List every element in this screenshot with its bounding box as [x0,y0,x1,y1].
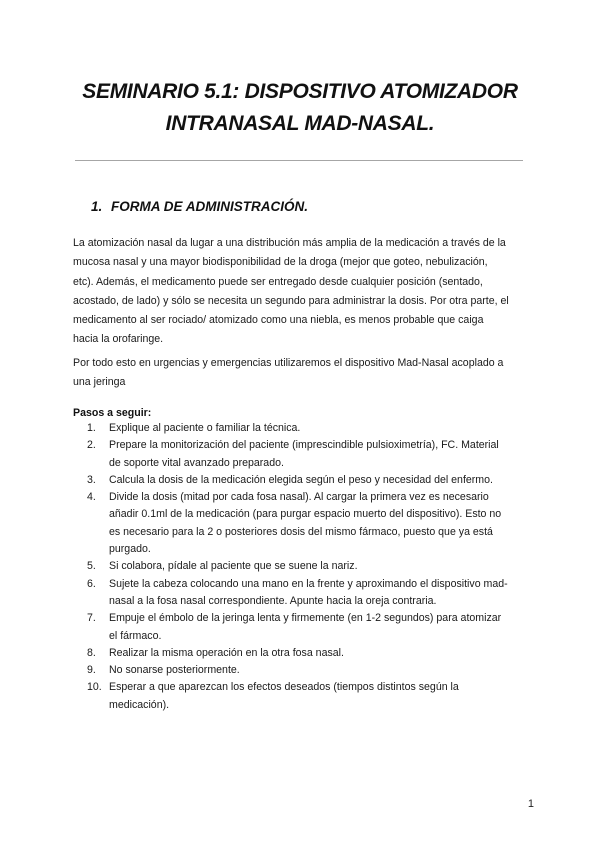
paragraph-line: La atomización nasal da lugar a una distribución más amplia de la medicación a través de la [73,237,506,249]
step-number: 1. [87,422,96,434]
step-text-line: Empuje el émbolo de la jeringa lenta y firmemente (en 1-2 segundos) para atomizar [109,612,502,625]
step-text-line: purgado. [109,543,151,556]
horizontal-divider [75,160,523,161]
step-item [73,679,533,714]
step-text-line: es necesario para la 2 o posteriores dosis del mismo fármaco, puesto que ya está [109,525,493,538]
step-item [73,489,533,558]
step-number: 7. [87,612,96,625]
steps-list [73,420,533,714]
steps-heading: Pasos a seguir: [73,407,152,419]
step-text-line: Sujete la cabeza colocando una mano en la frente y aproximando el dispositivo mad- [109,577,508,590]
step-text-line: de soporte vital avanzado preparado. [109,456,284,469]
step-number: 6. [87,577,96,590]
step-text-line: el fármaco. [109,629,162,642]
paragraph-line: etc). Además, el medicamento puede ser entregado desde cualquier posición (sentado, [73,275,483,288]
step-item [73,610,533,645]
paragraph-line: medicamento al ser rociado/ atomizado como una niebla, es menos probable que caiga [73,314,484,327]
step-text-line: nasal a la fosa nasal correspondiente. Apunte hacia la oreja contraria. [109,594,437,607]
page-number: 1 [527,798,534,810]
paragraph-intro [73,234,528,350]
step-text-line: No sonarse posteriormente. [109,664,240,677]
step-number: 2. [87,439,96,452]
step-text-line: Explique al paciente o familiar la técnica. [109,422,301,434]
step-number: 4. [87,491,96,504]
step-number: 3. [87,473,96,486]
title-line: SEMINARIO 5.1: DISPOSITIVO ATOMIZADOR [82,80,518,103]
title-line: INTRANASAL MAD-NASAL. [165,112,435,135]
step-item [73,472,533,489]
paragraph-line: una jeringa [73,376,126,389]
step-item [73,645,533,662]
step-number: 9. [87,664,96,677]
step-text-line: Esperar a que aparezcan los efectos deseados (tiempos distintos según la [109,681,459,694]
section-title: FORMA DE ADMINISTRACIÓN. [111,199,308,214]
paragraph-line: Por todo esto en urgencias y emergencias utilizaremos el dispositivo Mad-Nasal acoplado a [73,357,504,369]
step-item [73,420,533,437]
step-item [73,662,533,679]
step-text-line: Divide la dosis (mitad por cada fosa nasal). Al cargar la primera vez es necesario [109,491,489,504]
step-text-line: Calcula la dosis de la medicación elegida según el peso y necesidad del enfermo. [109,473,493,486]
step-number: 8. [87,646,96,659]
step-item [73,558,533,575]
step-number: 5. [87,560,96,573]
step-item [73,576,533,611]
step-number: 10. [87,681,102,694]
step-text-line: Realizar la misma operación en la otra fosa nasal. [109,646,344,659]
step-text-line: Prepare la monitorización del paciente (imprescindible pulsioximetría), FC. Material [109,439,499,452]
paragraph-line: hacia la orofaringe. [73,333,164,346]
paragraph-line: acostado, de lado) y sólo se necesita un segundo para administrar la dosis. Por otra parte, el [73,294,509,307]
step-text-line: añadir 0.1ml de la medicación (para purgar espacio muerto del dispositivo). Esto no [109,508,502,521]
step-item [73,437,533,472]
section-heading [91,198,308,216]
document-title [60,76,540,140]
paragraph-line: mucosa nasal y una mayor biodisponibilidad de la droga (mejor que goteo, nebulización, [73,256,488,269]
step-text-line: Si colabora, pídale al paciente que se suene la nariz. [109,560,358,573]
step-text-line: medicación). [109,698,170,711]
paragraph-usage [73,354,528,393]
section-number: 1. [91,199,103,214]
